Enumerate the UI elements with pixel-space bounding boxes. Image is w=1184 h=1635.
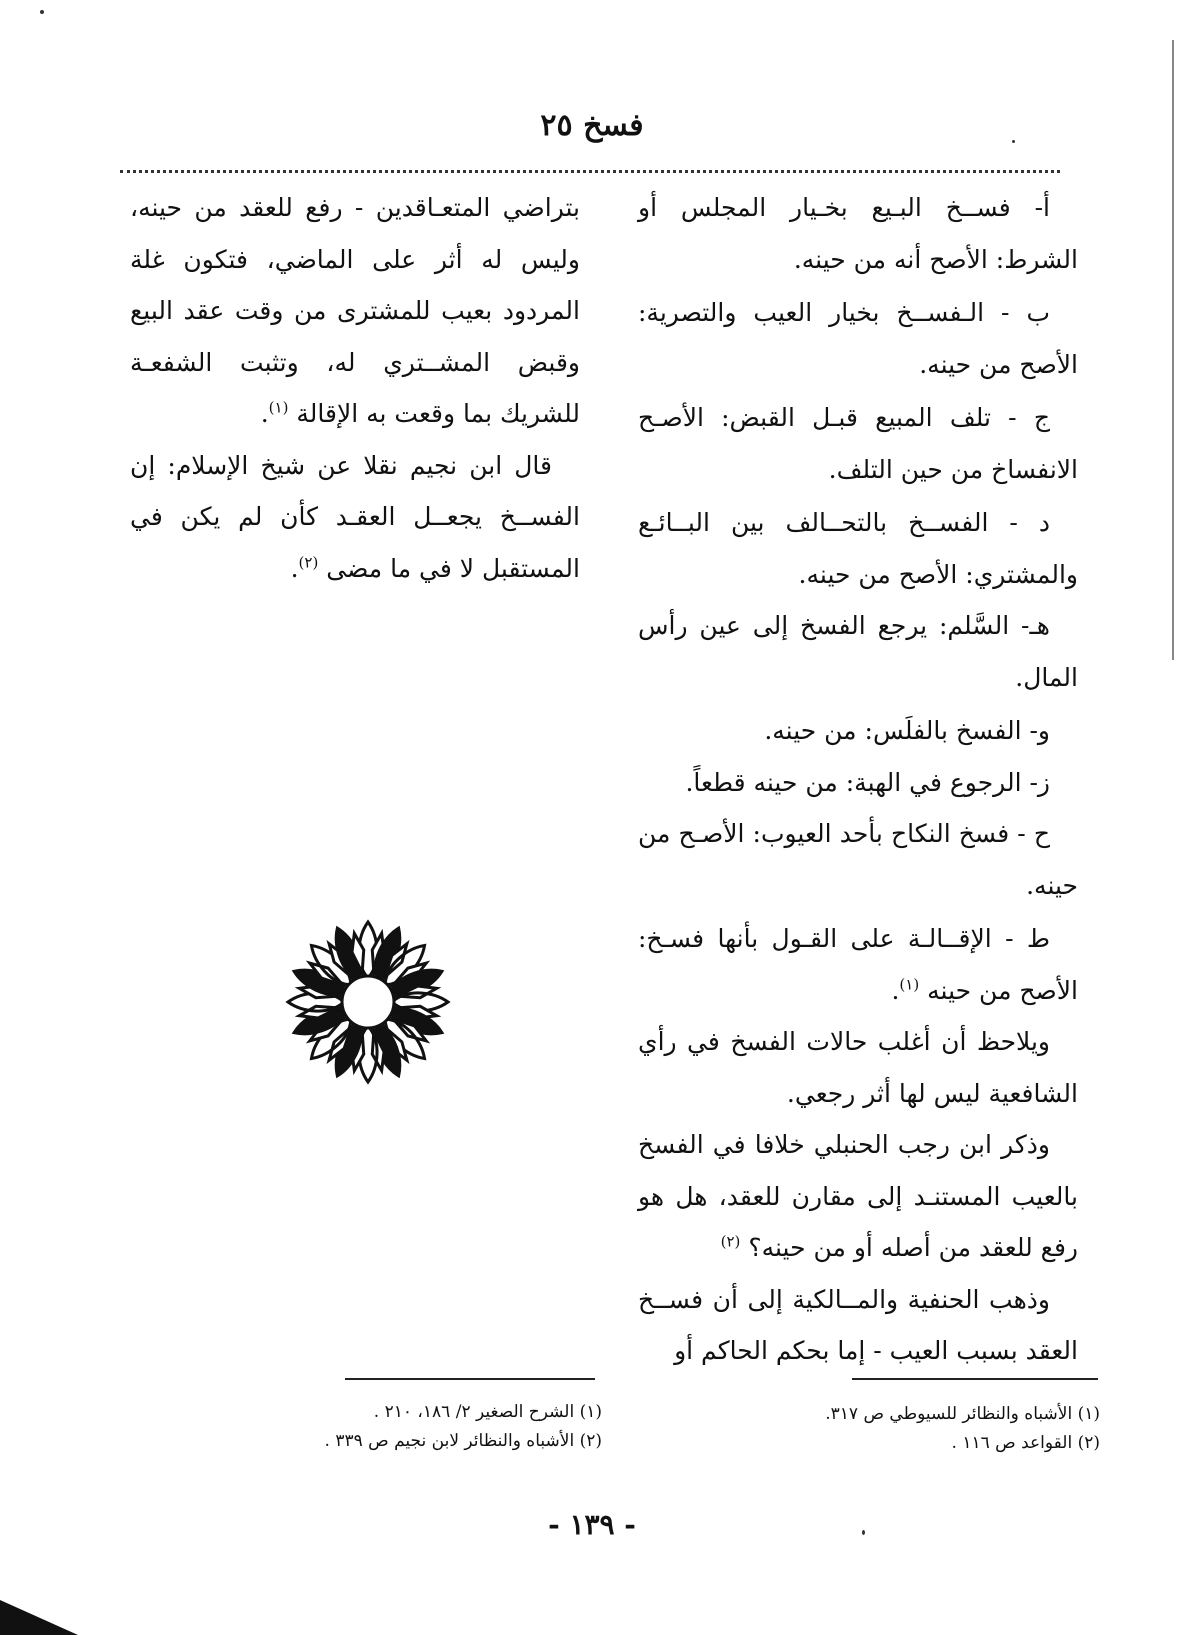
footnote-ref: (١) xyxy=(899,975,920,994)
paragraph-ibn-nujaym: قال ابن نجيم نقلا عن شيخ الإسلام: إن الفســخ يجعــل العقـد كأن لم يكن في المستقبل لا في ما مضى $^{(٢)}$. xyxy=(130,450,580,583)
paragraph-dal: د - الفســخ بالتحــالف بين البــائـع والمشتري: الأصح من حينه. xyxy=(638,508,1078,589)
paragraph-ibn-rajab: وذكر ابن رجب الحنبلي خلافا في الفسخ بالعيب المستنـد إلى مقارن للعقد، هل هو رفع للعقد من أصله أو من حينه؟ $^{(٢)}$ xyxy=(638,1130,1078,1262)
paragraph-hanafi: وذهب الحنفية والمــالكية إلى أن فســخ العقد بسبب العيب - إما بحكم الحاكم أو xyxy=(638,1284,1078,1365)
scan-speck xyxy=(862,1530,865,1535)
footnote-ref: (١) xyxy=(268,398,289,417)
page-header-title: فسخ ٢٥ xyxy=(540,108,644,143)
footnote-item: (٢) القواعد ص ١١٦ . xyxy=(951,1433,1100,1453)
scan-edge-line xyxy=(1172,40,1174,660)
footnote-item: (١) الأشباه والنظائر للسيوطي ص ٣١٧. xyxy=(825,1404,1100,1424)
scan-speck xyxy=(40,10,44,14)
paragraph-continuation: بتراضي المتعـاقدين - رفع للعقد من حينه، وليس له أثر على الماضي، فتكون غلة المردود بعيب للمشترى من وقت عقد البيع وقبض المشــتري له، وتثبت الشفعـة للشريك بما وقعت به الإقالة $^{(١)}$. xyxy=(130,193,580,428)
paragraph-waw: و- الفسخ بالفلَس: من حينه. xyxy=(764,716,1050,745)
scan-corner-mark xyxy=(0,1590,80,1635)
star-ornament-icon xyxy=(284,918,452,1086)
paragraph-ba: ب - الـفســخ بخيار العيب والتصرية: الأصح من حينه. xyxy=(638,298,1078,379)
footnote-rule-left xyxy=(345,1378,595,1380)
footnote-rule-right xyxy=(852,1378,1098,1380)
scan-speck xyxy=(1012,140,1015,143)
footnote-ref: (٢) xyxy=(298,553,319,572)
paragraph-alif: أ- فســخ البـيع بخـيار المجلس أو الشرط: الأصح أنه من حينه. xyxy=(638,193,1078,274)
paragraph-hha: ح - فسخ النكاح بأحد العيوب: الأصـح من حينه. xyxy=(638,819,1078,900)
header-divider xyxy=(120,170,1060,173)
footnotes-left xyxy=(290,1398,602,1456)
paragraph-tta: ط - الإقــالـة على القـول بأنها فسـخ: الأصح من حينه $^{(١)}$. xyxy=(638,924,1078,1005)
footnote-item: (٢) الأشباه والنظائر لابن نجيم ص ٣٣٩ . xyxy=(324,1431,602,1451)
footnote-ref: (٢) xyxy=(720,1232,741,1251)
paragraph-jim: ج - تلف المبيع قبـل القبض: الأصـح الانفساخ من حين التلف. xyxy=(638,403,1078,484)
footnote-item: (١) الشرح الصغير ٢/ ١٨٦، ٢١٠ . xyxy=(373,1402,602,1422)
left-column xyxy=(130,182,580,594)
footnotes-right xyxy=(760,1400,1100,1458)
paragraph-zay: ز- الرجوع في الهبة: من حينه قطعاً. xyxy=(685,767,1050,797)
paragraph-observation: ويلاحظ أن أغلب حالات الفسخ في رأي الشافعية ليس لها أثر رجعي. xyxy=(638,1027,1078,1108)
paragraph-ha: هـ- السَّلم: يرجع الفسخ إلى عين رأس المال. xyxy=(638,611,1078,692)
right-column xyxy=(638,182,1078,1377)
page-number: - ١٣٩ - xyxy=(548,1508,636,1541)
